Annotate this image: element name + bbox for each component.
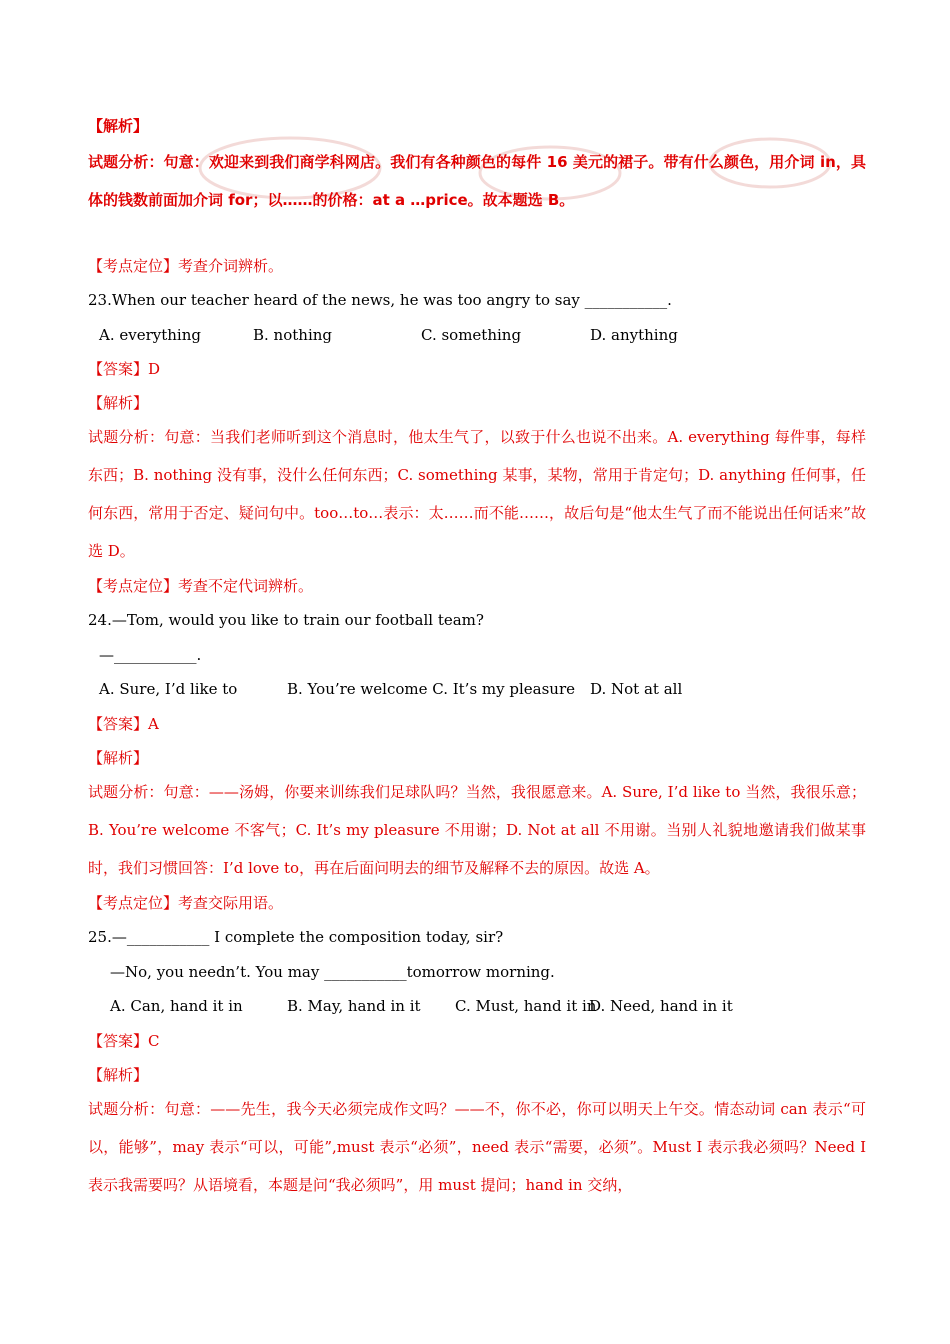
topic-location: 【考点定位】考查介词辨析。 — [88, 257, 284, 275]
q23-answer: 【答案】D — [88, 360, 161, 378]
q24-option-a: A. Sure, I’d like to — [99, 680, 238, 698]
q23-analysis-text: 试题分析：句意：当我们老师听到这个消息时，他太生气了，以致于什么也说不出来。A. everything 每件事，每样东西；B. nothing 没有事，没什么任何东西；C. something 某事，某物，常用于肯定句；D. anything 任何事，任何东西，常用于否定、疑问句中。too…to…表示：太……而不能……，故后句是“他太生气了而不能说出任何话来”故选 D。 — [88, 428, 866, 560]
q24-topic-location: 【考点定位】考查交际用语。 — [88, 894, 284, 912]
q23-analysis-tag: 【解析】 — [88, 394, 149, 412]
analysis-tag: 【解析】 — [88, 117, 149, 135]
q24-reply: —___________. — [99, 646, 202, 664]
q24-option-bc: B. You’re welcome C. It’s my pleasure — [287, 680, 576, 698]
q24-answer: 【答案】A — [88, 715, 159, 733]
analysis-text: 试题分析：句意：欢迎来到我们商学科网店。我们有各种颜色的每件 16 美元的裙子。带有什么颜色，用介词 in，具体的钱数前面加介词 for；以……的价格：at a …price。故本题选 B。 — [88, 153, 866, 209]
q23-option-d: D. anything — [590, 326, 678, 344]
q25-reply: —No, you needn’t. You may ___________tomorrow morning. — [110, 963, 555, 981]
q25-option-d: D. Need, hand in it — [589, 997, 733, 1015]
q25-analysis-text: 试题分析：句意：——先生，我今天必须完成作文吗？——不，你不必，你可以明天上午交。情态动词 can 表示“可以，能够”，may 表示“可以，可能”,must 表示“必须”，need 表示“需要，必须”。Must I 表示我必须吗？Need I 表示我需要吗？从语境看，本题是问“我必须吗”，用 must 提问；hand in 交纳， — [88, 1100, 866, 1194]
q23-option-b: B. nothing — [253, 326, 332, 344]
q23-topic-location: 【考点定位】考查不定代词辨析。 — [88, 577, 314, 595]
q24-analysis-tag: 【解析】 — [88, 749, 149, 767]
q25-analysis-tag: 【解析】 — [88, 1066, 149, 1084]
q25-answer: 【答案】C — [88, 1032, 160, 1050]
q23-option-a: A. everything — [99, 326, 201, 344]
question-23: 23.When our teacher heard of the news, he was too angry to say ___________. — [88, 291, 672, 309]
q25-option-c: C. Must, hand it in — [455, 997, 597, 1015]
q25-option-a: A. Can, hand it in — [110, 997, 243, 1015]
question-24: 24.—Tom, would you like to train our football team? — [88, 611, 484, 629]
q24-option-d: D. Not at all — [590, 680, 683, 698]
q25-option-b: B. May, hand in it — [287, 997, 421, 1015]
q23-option-c: C. something — [421, 326, 522, 344]
question-25: 25.—___________ I complete the composition today, sir? — [88, 928, 504, 946]
q24-analysis-text: 试题分析：句意：——汤姆，你要来训练我们足球队吗？当然，我很愿意来。A. Sure, I’d like to 当然，我很乐意；B. You’re welcome 不客气；C. It’s my pleasure 不用谢；D. Not at all 不用谢。当别人礼貌地邀请我们做某事时，我们习惯回答：I’d love to，再在后面问明去的细节及解释不去的原因。故选 A。 — [88, 783, 866, 877]
